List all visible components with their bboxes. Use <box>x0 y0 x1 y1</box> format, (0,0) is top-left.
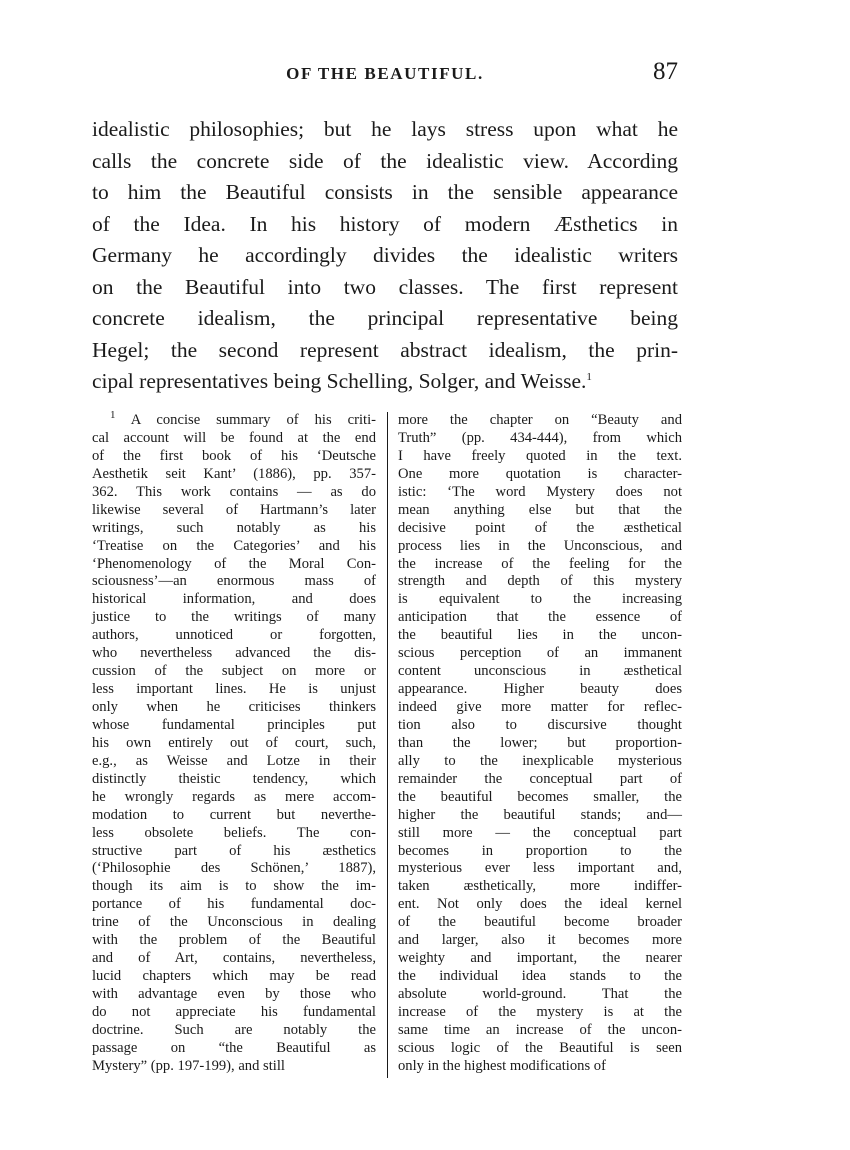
body-line: Hegel; the second represent abstract idealism, the prin- <box>92 337 678 362</box>
body-line: concrete idealism, the principal representative being <box>92 306 678 330</box>
footnote-line: mysterious ever less important and, <box>398 860 682 877</box>
footnote-line: trine of the Unconscious in dealing <box>92 914 376 931</box>
footnote-line: tion also to discursive thought <box>398 716 682 733</box>
footnote-line: ‘Treatise on the Categories’ and his <box>92 537 376 554</box>
footnote-line: likewise several of Hartmann’s later <box>92 501 376 518</box>
running-title: OF THE BEAUTIFUL. <box>286 64 484 83</box>
footnote-line: doctrine. Such are notably the <box>92 1021 376 1038</box>
footnote-line: absolute world-ground. That the <box>398 986 682 1002</box>
footnote-line: writings, such notably as his <box>92 519 376 536</box>
footnote-line: One more quotation is character- <box>398 465 682 482</box>
footnote-line: process lies in the Unconscious, and <box>398 537 682 554</box>
footnote-line: same time an increase of the uncon- <box>398 1021 682 1038</box>
footnote-line: the individual idea stands to the <box>398 968 682 985</box>
body-line: on the Beautiful into two classes. The first represent <box>92 274 678 299</box>
footnote-line: e.g., as Weisse and Lotze in their <box>92 752 376 769</box>
footnote-line: scious perception of an immanent <box>398 645 682 662</box>
footnote-line: higher the beautiful stands; and— <box>398 806 682 823</box>
footnote-line: less important lines. He is unjust <box>92 681 376 698</box>
body-line-text: cipal representatives being Schelling, Solger, and Weisse. <box>92 369 587 393</box>
footnote-line: decisive point of the æsthetical <box>398 519 682 536</box>
footnote-line: less obsolete beliefs. The con- <box>92 824 376 841</box>
body-line: to him the Beautiful consists in the sensible appearance <box>92 180 678 204</box>
footnote-line: Truth” (pp. 434-444), from which <box>398 429 682 446</box>
footnote-line: lucid chapters which may be read <box>92 968 376 985</box>
body-line: calls the concrete side of the idealistic view. According <box>92 148 678 173</box>
footnote-line: passage on “the Beautiful as <box>92 1039 376 1056</box>
body-line: idealistic philosophies; but he lays stress upon what he <box>92 117 678 141</box>
footnote-line: distinctly theistic tendency, which <box>92 770 376 787</box>
footnote-line: strength and depth of this mystery <box>398 573 682 590</box>
footnote-line: Aesthetik seit Kant’ (1886), pp. 357- <box>92 465 376 482</box>
footnote-line: historical information, and does <box>92 591 376 608</box>
footnote-line: is equivalent to the increasing <box>398 591 682 608</box>
footnote-line: Mystery” (pp. 197-199), and still <box>92 1057 285 1074</box>
footnote-line: anticipation that the essence of <box>398 609 682 626</box>
footnote-line: he wrongly regards as mere accom- <box>92 788 376 805</box>
footnote-line: still more — the conceptual part <box>398 824 682 841</box>
footnote-line: mean anything else but that the <box>398 501 682 518</box>
body-line: Germany he accordingly divides the idealistic writers <box>92 243 678 267</box>
footnote-line: the beautiful becomes smaller, the <box>398 788 682 805</box>
footnote-line: only when he criticises thinkers <box>92 699 376 715</box>
footnote-line: I have freely quoted in the text. <box>398 447 682 464</box>
footnote-line: authors, unnoticed or forgotten, <box>92 627 376 644</box>
footnote-line: appearance. Higher beauty does <box>398 681 682 698</box>
footnote-line: ent. Not only does the ideal kernel <box>398 896 682 913</box>
footnote-left-column <box>92 409 376 1076</box>
footnote-line: justice to the writings of many <box>92 609 376 626</box>
footnote-line: taken æsthetically, more indiffer- <box>398 878 682 895</box>
footnote-line: cal account will be found at the end <box>92 429 376 446</box>
footnote <box>92 409 682 1078</box>
footnote-line: weighty and important, the nearer <box>398 950 682 967</box>
footnote-line: 362. This work contains — as do <box>92 483 376 500</box>
footnote-line: the increase of the feeling for the <box>398 555 682 572</box>
footnote-line <box>92 409 376 430</box>
footnote-line: with the problem of the Beautiful <box>92 932 376 949</box>
footnote-line: modation to current but neverthe- <box>92 806 376 823</box>
page-header <box>92 58 678 90</box>
footnote-line: and larger, also it becomes more <box>398 932 682 949</box>
footnote-line: content unconscious in æsthetical <box>398 663 682 680</box>
footnote-line: remainder the conceptual part of <box>398 770 682 787</box>
footnote-line: increase of the mystery is at the <box>398 1003 682 1020</box>
footnote-line: ‘Phenomenology of the Moral Con- <box>92 555 376 572</box>
footnote-line: more the chapter on “Beauty and <box>398 412 682 428</box>
body-line-last <box>92 366 678 398</box>
footnote-reference: 1 <box>586 370 592 383</box>
footnote-line: with advantage even by those who <box>92 986 376 1002</box>
footnote-line: the beautiful lies in the uncon- <box>398 627 682 644</box>
footnote-line: though its aim is to show the im- <box>92 878 376 895</box>
footnote-line: of the first book of his ‘Deutsche <box>92 447 376 464</box>
page-number: 87 <box>653 58 678 85</box>
footnote-line: becomes in proportion to the <box>398 842 682 859</box>
footnote-line: ally to the inexplicable mysterious <box>398 752 682 769</box>
footnote-line: structive part of his æsthetics <box>92 842 376 859</box>
footnote-line: scious logic of the Beautiful is seen <box>398 1039 682 1056</box>
footnote-marker: 1 <box>110 409 116 422</box>
footnote-line: and of Art, contains, nevertheless, <box>92 950 376 967</box>
footnote-line: sciousness’—an enormous mass of <box>92 573 376 590</box>
footnote-line: his own entirely out of court, such, <box>92 734 376 751</box>
footnote-line: whose fundamental principles put <box>92 716 376 733</box>
footnote-line: who nevertheless advanced the dis- <box>92 645 376 662</box>
body-paragraph <box>92 114 678 398</box>
footnote-line: (‘Philosophie des Schönen,’ 1887), <box>92 860 376 877</box>
footnote-line: than the lower; but proportion- <box>398 734 682 751</box>
footnote-line: portance of his fundamental doc- <box>92 896 376 913</box>
column-divider <box>387 412 388 1078</box>
body-line: of the Idea. In his history of modern Æsthetics in <box>92 211 678 236</box>
footnote-line: istic: ‘The word Mystery does not <box>398 483 682 500</box>
footnote-line: cussion of the subject on more or <box>92 663 376 680</box>
footnote-line: indeed give more matter for reflec- <box>398 699 682 715</box>
footnote-line-text: A concise summary of his criti- <box>130 412 376 428</box>
footnote-right-column <box>398 412 682 1076</box>
footnote-line: only in the highest modifications of <box>398 1057 606 1074</box>
footnote-line: do not appreciate his fundamental <box>92 1003 376 1020</box>
footnote-line: of the beautiful become broader <box>398 914 682 931</box>
